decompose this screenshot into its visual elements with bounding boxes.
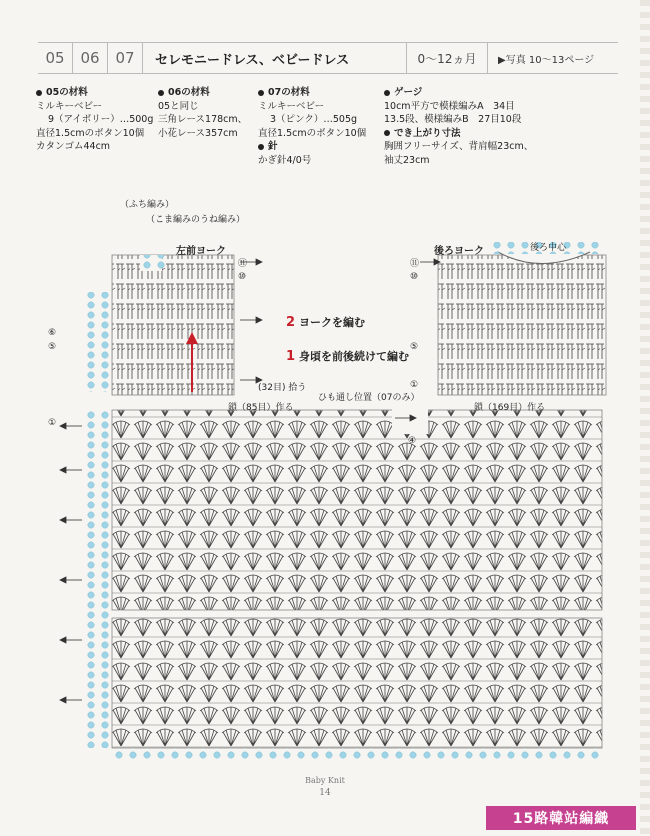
photo-reference: ▶写真 10～13ページ [498, 54, 595, 66]
left-neck-edging-top [140, 255, 170, 269]
left-yoke-neck-edging [86, 292, 112, 392]
gauge-and-size: ゲージ 10cm平方で模様編みA 34目 13.5段、模様編みB 27目10段 でき上がり寸法 胸囲フリーサイズ、背肩幅23cm、 袖丈23cm [384, 87, 534, 166]
pattern-number-05: 05 [38, 43, 73, 73]
back-center-label: 後ろ中心 [530, 243, 567, 253]
back-yoke [438, 255, 606, 395]
pick-up-label: (32目) 拾う [258, 383, 307, 393]
left-front-yoke [112, 255, 234, 395]
single-crochet-rib-label: （こま編みのうね編み） [146, 215, 246, 225]
left-front-yoke-label: 左前ヨーク [176, 246, 226, 257]
row-arrows-left [60, 423, 82, 703]
materials-05: 05の材料 ミルキーベビー 9（アイボリー）…500g 直径1.5cmのボタン10個 カタンゴム44cm [36, 87, 154, 152]
step-1: 1 身頃を前後続けて編む [286, 349, 410, 364]
page-number: 14 [319, 788, 331, 798]
watermark-brand: 15路韓站編織 [486, 806, 636, 830]
body-lower-pattern [112, 618, 602, 748]
age-range: 0～12ヵ月 [406, 43, 488, 73]
hem-edging [112, 748, 602, 760]
row-mark-11: ⑪ [238, 259, 248, 269]
row-mark-4: ④ [408, 436, 417, 446]
row-mark-1-back: ① [410, 380, 419, 390]
materials-06: 06の材料 05と同じ 三角レース178cm、 小花レース357cm [158, 87, 248, 139]
edging-label: （ふち編み） [120, 200, 175, 210]
row-mark-5: ⑤ [48, 342, 57, 352]
row-mark-1: ① [48, 418, 57, 428]
pattern-number-07: 07 [108, 43, 143, 73]
row-mark-10: ⑩ [238, 272, 247, 282]
step-2: 2 ヨークを編む [286, 315, 366, 330]
materials-07: 07の材料 ミルキーベビー 3（ピンク）…505g 直径1.5cmのボタン10個 針 かぎ針4/0号 [258, 87, 367, 166]
drawstring-label: ひも通し位置（07のみ） [318, 393, 420, 403]
pattern-number-06: 06 [73, 43, 108, 73]
body-left-edging [86, 410, 112, 748]
row-mark-11-back: ⑪ [410, 259, 420, 269]
row-mark-6: ⑥ [48, 328, 57, 338]
body-upper-pattern [112, 410, 602, 610]
row-mark-10-back: ⑩ [410, 272, 419, 282]
back-yoke-label: 後ろヨーク [434, 246, 484, 257]
chain-169-label: 鎖（169目）作る [474, 403, 546, 413]
pattern-title: セレモニードレス、ベビードレス [155, 52, 350, 68]
magazine-name: Baby Knit [305, 776, 345, 785]
row-mark-5-back: ⑤ [410, 342, 419, 352]
chain-85-label: 鎖（85目）作る [228, 403, 294, 413]
